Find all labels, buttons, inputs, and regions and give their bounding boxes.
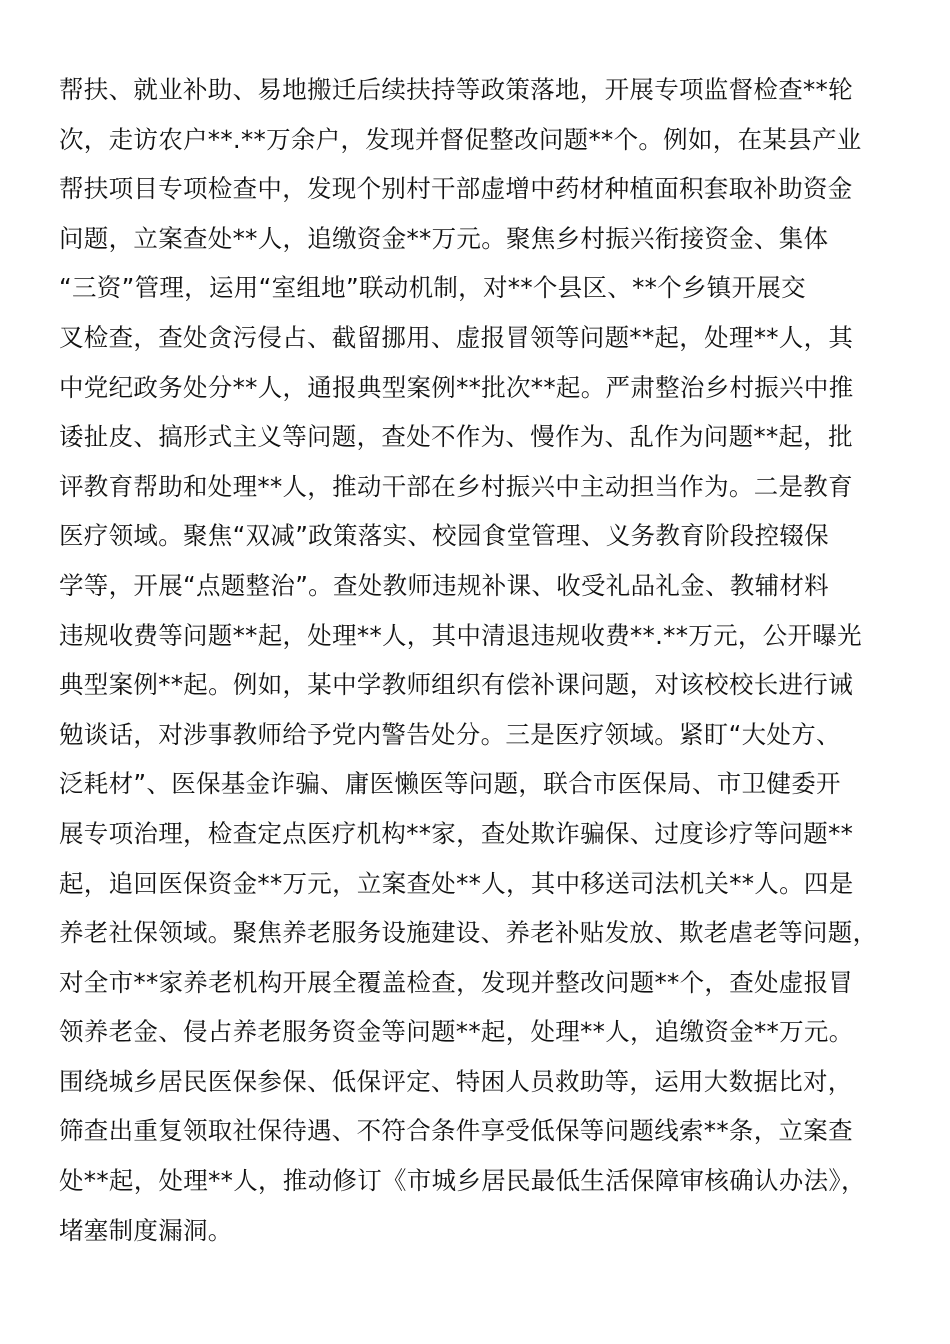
text-line-13: 典型案例**起。例如，某中学教师组织有偿补课问题，对该校校长进行诫 bbox=[59, 670, 853, 700]
text-line-7: 中党纪政务处分**人，通报典型案例**批次**起。严肃整治乡村振兴中推 bbox=[59, 372, 854, 402]
text-line-5: “三资”管理，运用“室组地”联动机制，对**个县区、**个乡镇开展交 bbox=[59, 273, 806, 303]
text-line-24: 堵塞制度漏洞。 bbox=[59, 1215, 233, 1245]
text-line-19: 对全市**家养老机构开展全覆盖检查，发现并整改问题**个，查处虚报冒 bbox=[59, 967, 854, 997]
text-line-14: 勉谈话，对涉事教师给予党内警告处分。三是医疗领域。紧盯“大处方、 bbox=[59, 719, 841, 749]
text-line-6: 叉检查，查处贪污侵占、截留挪用、虚报冒领等问题**起，处理**人，其 bbox=[59, 322, 854, 352]
text-line-3: 帮扶项目专项检查中，发现个别村干部虚增中药材种植面积套取补助资金 bbox=[59, 174, 853, 204]
text-line-16: 展专项治理，检查定点医疗机构**家，查处欺诈骗保、过度诊疗等问题** bbox=[59, 818, 854, 848]
body-text bbox=[59, 65, 899, 1255]
text-line-9: 评教育帮助和处理**人，推动干部在乡村振兴中主动担当作为。二是教育 bbox=[59, 471, 853, 501]
text-line-10: 医疗领域。聚焦“双减”政策落实、校园食堂管理、义务教育阶段控辍保 bbox=[59, 521, 829, 551]
text-line-22: 筛查出重复领取社保待遇、不符合条件享受低保等问题线索**条，立案查 bbox=[59, 1116, 853, 1146]
text-line-21: 围绕城乡居民医保参保、低保评定、特困人员救助等，运用大数据比对， bbox=[59, 1066, 853, 1096]
text-line-17: 起，追回医保资金**万元，立案查处**人，其中移送司法机关**人。四是 bbox=[59, 868, 854, 898]
text-line-20: 领养老金、侵占养老服务资金等问题**起，处理**人，追缴资金**万元。 bbox=[59, 1017, 854, 1047]
text-line-11: 学等，开展“点题整治”。查处教师违规补课、收受礼品礼金、教辅材料 bbox=[59, 570, 829, 600]
text-line-1: 帮扶、就业补助、易地搬迁后续扶持等政策落地，开展专项监督检查**轮 bbox=[59, 75, 853, 104]
text-line-12: 违规收费等问题**起，处理**人，其中清退违规收费**.**万元，公开曝光 bbox=[59, 620, 862, 650]
text-line-15: 泛耗材”、医保基金诈骗、庸医懒医等问题，联合市医保局、市卫健委开 bbox=[59, 769, 841, 799]
text-line-18: 养老社保领域。聚焦养老服务设施建设、养老补贴发放、欺老虐老等问题， bbox=[59, 918, 878, 948]
text-line-8: 诿扯皮、搞形式主义等问题，查处不作为、慢作为、乱作为问题**起，批 bbox=[59, 422, 853, 452]
text-line-23: 处**起，处理**人，推动修订《市城乡居民最低生活保障审核确认办法》， bbox=[59, 1166, 866, 1196]
text-line-4: 问题，立案查处**人，追缴资金**万元。聚焦乡村振兴衔接资金、集体 bbox=[59, 223, 829, 253]
text-line-2: 次，走访农户**.**万余户，发现并督促整改问题**个。例如，在某县产业 bbox=[59, 124, 862, 154]
